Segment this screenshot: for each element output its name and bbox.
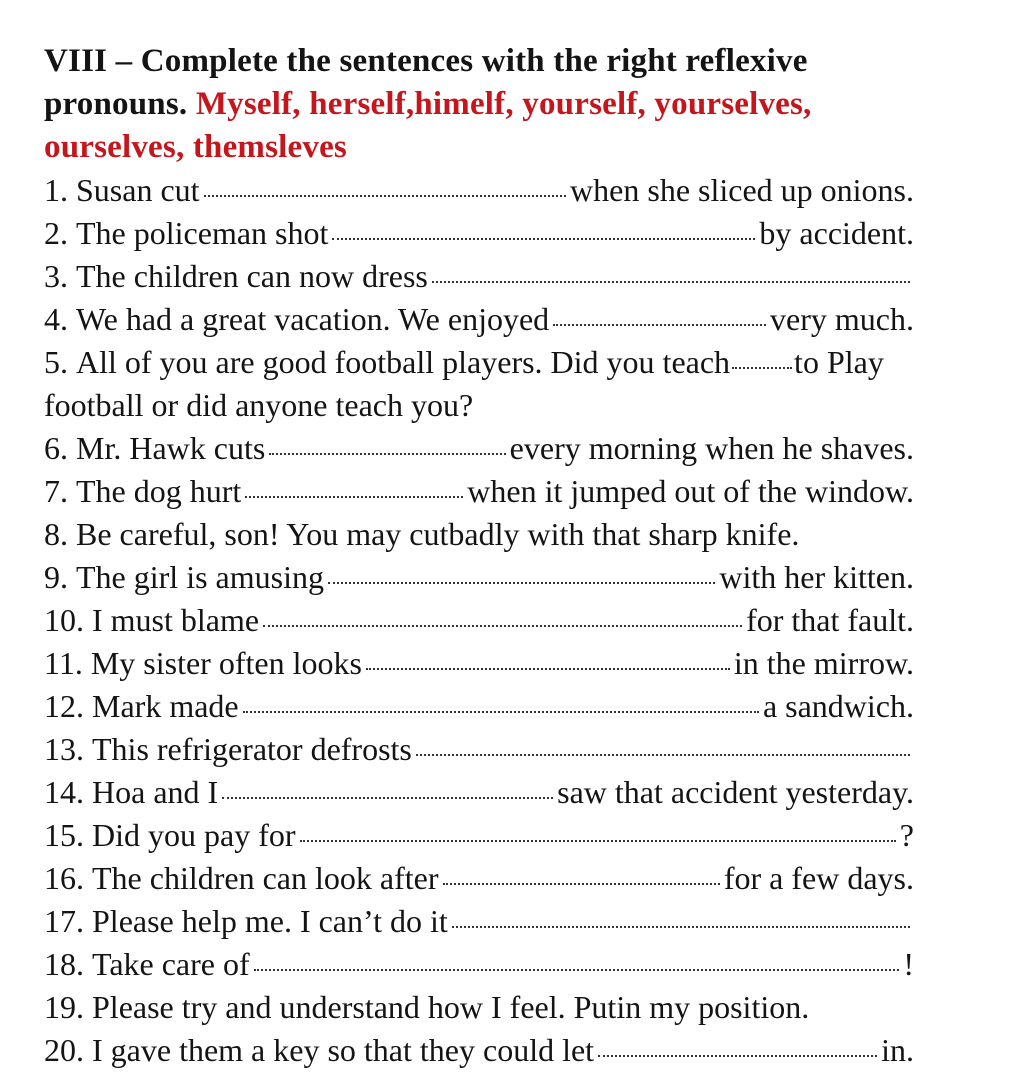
answer-blank [222, 797, 553, 799]
sentence-end: when it jumped out of the window. [467, 473, 914, 509]
sentence-end: every morning when he shaves. [509, 430, 914, 466]
answer-blank [263, 625, 742, 627]
sentence-item [44, 771, 914, 814]
sentence-start: We had a great vacation. We enjoyed [76, 301, 550, 337]
sentence-start: Mr. Hawk cuts [76, 430, 266, 466]
answer-blank [732, 367, 792, 369]
sentence-item [44, 857, 914, 900]
sentence-item [44, 685, 914, 728]
item-number: 7. [44, 473, 68, 509]
sentence-item [44, 255, 914, 298]
item-number: 2. [44, 215, 68, 251]
sentence-start: Please try and understand how I feel. Putin my position. [92, 989, 810, 1025]
sentence-end: for that fault. [746, 602, 914, 638]
sentence-item [44, 642, 914, 685]
item-number: 9. [44, 559, 68, 595]
sentence-start: Did you pay for [92, 817, 296, 853]
item-number: 11. [44, 645, 83, 681]
answer-blank [245, 496, 463, 498]
sentence-item [44, 1029, 914, 1072]
item-number: 1. [44, 172, 68, 208]
sentence-item [44, 814, 914, 857]
sentence-end: with her kitten. [719, 559, 914, 595]
item-number: 8. [44, 516, 68, 552]
sentence-start: Please help me. I can’t do it [92, 903, 448, 939]
sentence-end: ? [899, 817, 914, 853]
item-number: 3. [44, 258, 68, 294]
sentence-item [44, 298, 914, 341]
sentence-end: by accident. [759, 215, 914, 251]
sentence-item [44, 599, 914, 642]
sentence-end: in. [881, 1032, 914, 1068]
item-number: 10. [44, 602, 84, 638]
sentence-item [44, 986, 914, 1029]
sentence-start: Hoa and I [92, 774, 219, 810]
item-number: 16. [44, 860, 84, 896]
sentence-item [44, 169, 914, 212]
sentence-start: The dog hurt [76, 473, 242, 509]
answer-blank [443, 883, 720, 885]
exercise-heading [44, 40, 944, 169]
answer-blank [332, 238, 755, 240]
sentence-start: Take care of [92, 946, 250, 982]
sentence-end: a sandwich. [762, 688, 914, 724]
sentence-start: The policeman shot [76, 215, 329, 251]
sentence-start: Be careful, son! You may cutbadly with that sharp knife. [76, 516, 800, 552]
sentence-item [44, 728, 914, 771]
item-number: 18. [44, 946, 84, 982]
sentence-item [44, 212, 914, 255]
answer-blank [243, 711, 759, 713]
sentence-end: in the mirrow. [733, 645, 914, 681]
sentence-start: I gave them a key so that they could let [92, 1032, 595, 1068]
answer-blank [366, 668, 730, 670]
sentence-end: saw that accident yesterday. [557, 774, 914, 810]
item-number: 14. [44, 774, 84, 810]
sentence-item [44, 556, 914, 599]
item-number: 17. [44, 903, 84, 939]
sentence-end: ! [903, 946, 914, 982]
sentence-item [44, 470, 914, 513]
answer-blank [254, 969, 900, 971]
sentence-start: I must blame [92, 602, 260, 638]
heading-instruction: VIII – Complete the sentences with the right reflexive pronouns. [44, 43, 808, 122]
answer-blank [300, 840, 896, 842]
item-number: 20. [44, 1032, 84, 1068]
sentence-item [44, 427, 914, 470]
answer-blank [432, 281, 910, 283]
sentence-start: The children can look after [92, 860, 439, 896]
sentence-item [44, 341, 914, 427]
sentence-list [44, 169, 944, 1072]
item-number: 6. [44, 430, 68, 466]
item-number: 12. [44, 688, 84, 724]
answer-blank [204, 195, 567, 197]
answer-blank [452, 926, 910, 928]
answer-blank [328, 582, 715, 584]
sentence-end: for a few days. [723, 860, 914, 896]
sentence-start: The children can now dress [76, 258, 428, 294]
sentence-start: This refrigerator defrosts [92, 731, 412, 767]
item-number: 15. [44, 817, 84, 853]
item-number: 5. [44, 344, 68, 380]
sentence-start: Susan cut [76, 172, 200, 208]
sentence-item [44, 943, 914, 986]
pronoun-word-bank: Myself, herself,himelf, yourself, yourselves, ourselves, themsleves [44, 86, 812, 165]
sentence-end: very much. [770, 301, 914, 337]
sentence-end: when she sliced up onions. [570, 172, 914, 208]
sentence-start: Mark made [92, 688, 239, 724]
sentence-start: The girl is amusing [76, 559, 324, 595]
answer-blank [598, 1055, 877, 1057]
worksheet [44, 40, 944, 1072]
item-number: 4. [44, 301, 68, 337]
item-number: 19. [44, 989, 84, 1025]
answer-blank [553, 324, 766, 326]
item-number: 13. [44, 731, 84, 767]
sentence-end: to Play football or did anyone teach you? [44, 344, 884, 423]
sentence-start: My sister often looks [90, 645, 362, 681]
answer-blank [269, 453, 505, 455]
answer-blank [416, 754, 910, 756]
sentence-item [44, 513, 914, 556]
sentence-item [44, 900, 914, 943]
sentence-start: All of you are good football players. Did you teach [76, 344, 731, 380]
